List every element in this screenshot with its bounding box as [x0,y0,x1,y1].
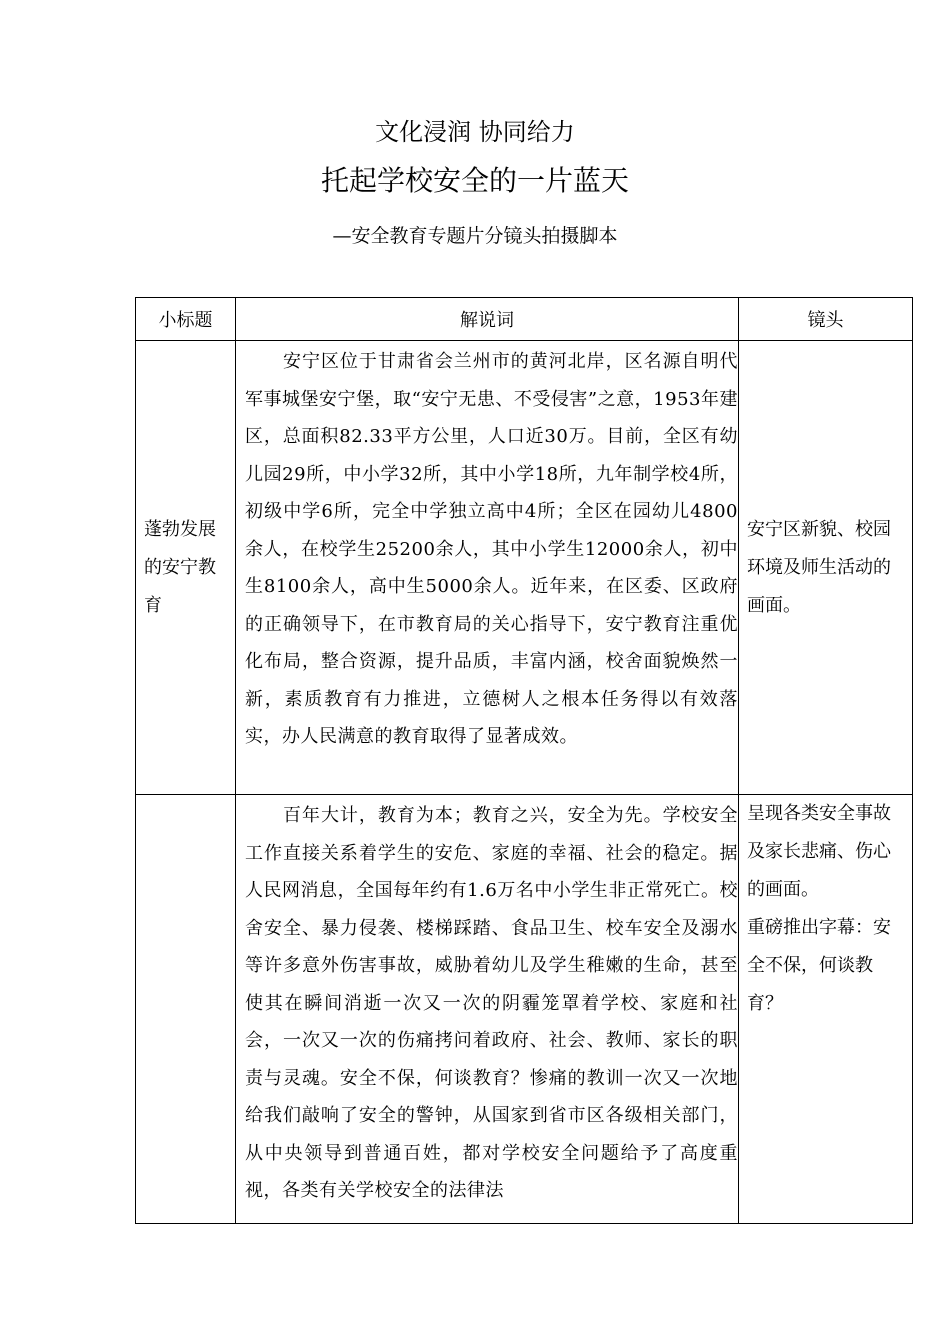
shot-line: 呈现各类安全事故及家长悲痛、伤心的画面。 [747,803,891,900]
shot-line: 安宁区新貌、校园环境及师生活动的画面。 [747,518,891,616]
table-row [136,795,913,1224]
document-subtitle: —安全教育专题片分镜头拍摄脚本 [332,225,618,247]
row-subtitle [136,795,236,1224]
column-header-subtitle: 小标题 [136,298,236,341]
column-header-shot: 镜头 [739,298,913,341]
script-table [135,297,913,1224]
column-header-narration: 解说词 [236,298,739,341]
shot-line: 重磅推出字幕：安全不保，何谈教育？ [747,917,891,1014]
row-subtitle: 蓬勃发展的安宁教育 [136,341,236,795]
row-shot [739,341,913,795]
table-header-row [136,298,913,341]
row-narration: 百年大计，教育为本；教育之兴，安全为先。学校安全工作直接关系着学生的安危、家庭的幸福、社会的稳定。据人民网消息，全国每年约有1.6万名中小学生非正常死亡。校舍安全、暴力侵袭、楼梯踩踏、食品卫生、校车安全及溺水等许多意外伤害事故，威胁着幼儿及学生稚嫩的生命，甚至使其在瞬间消逝一次又一次的阴霾笼罩着学校、家庭和社会，一次又一次的伤痛拷问着政府、社会、教师、家长的职责与灵魂。安全不保，何谈教育？惨痛的教训一次又一次地给我们敲响了安全的警钟，从国家到省市区各级相关部门，从中央领导到普通百姓，都对学校安全问题给予了高度重视，各类有关学校安全的法律法 [236,795,739,1224]
table-row [136,341,913,795]
row-narration: 安宁区位于甘肃省会兰州市的黄河北岸，区名源自明代军事城堡安宁堡，取“安宁无患、不受侵害”之意，1953年建区，总面积82.33平方公里，人口近30万。目前，全区有幼儿园29所，中小学32所，其中小学18所，九年制学校4所，初级中学6所，完全中学独立高中4所；全区在园幼儿4800余人，在校学生25200余人，其中小学生12000余人，初中生8100余人，高中生5000余人。近年来，在区委、区政府的正确领导下，在市教育局的关心指导下，安宁教育注重优化布局，整合资源，提升品质，丰富内涵，校舍面貌焕然一新，素质教育有力推进，立德树人之根本任务得以有效落实，办人民满意的教育取得了显著成效。 [236,341,739,795]
title-line-1: 文化浸润 协同给力 [375,118,575,146]
title-line-2: 托起学校安全的一片蓝天 [320,164,629,197]
row-shot [739,795,913,1224]
